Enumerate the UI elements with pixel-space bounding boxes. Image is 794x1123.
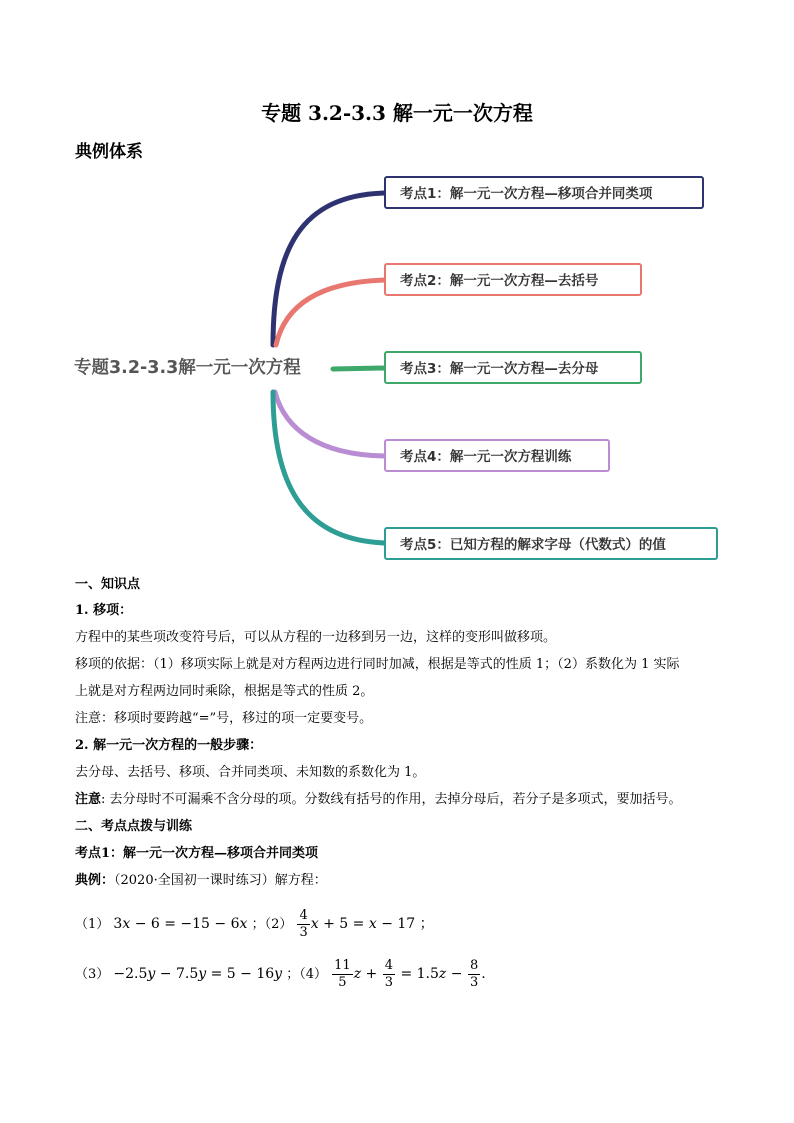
eq1-label: （1）: [75, 917, 110, 932]
example-line: [75, 874, 327, 887]
example-text: （2020·全国初一课时练习）解方程：: [114, 873, 327, 888]
part1-heading: 一、知识点: [75, 577, 141, 592]
connector-2: [276, 280, 385, 345]
equation-1: 3x − 6 = −15 − 6x: [113, 916, 248, 932]
item2-paragraph: 去分母、去括号、移项、合并同类项、未知数的系数化为 1。: [75, 765, 426, 780]
equation-4: $\frac{11}{5}$ z + $\frac{4}{3}$ = 1.5z − $\frac{8}{3}$ .: [334, 957, 486, 990]
part2-heading: 二、考点点拨与训练: [75, 819, 193, 834]
connector-5: [273, 392, 385, 543]
item1-title: 1. 移项：: [75, 603, 133, 618]
mindmap-node-5: 考点5：已知方程的解求字母（代数式）的值: [384, 527, 718, 560]
mindmap-node-4: 考点4：解一元一次方程训练: [384, 439, 610, 472]
equation-3: −2.5y − 7.5y = 5 − 16y: [113, 966, 283, 982]
kaodian1-heading: 考点1：解一元一次方程—移项合并同类项: [75, 846, 319, 861]
connector-4: [275, 392, 385, 456]
section-heading: 典例体系: [75, 142, 143, 162]
item1-paragraph-2b: 上就是对方程两边同时乘除，根据是等式的性质 2。: [75, 684, 374, 699]
eq4-label: ；（4）: [286, 967, 327, 982]
fraction-4-3b: $\frac{4}{3}$: [384, 957, 393, 990]
connector-1: [273, 193, 385, 345]
fraction-8-3: $\frac{8}{3}$: [469, 957, 479, 990]
connector-3: [333, 368, 385, 369]
eq3-label: （3）: [75, 967, 110, 982]
mindmap-node-3: 考点3：解一元一次方程—去分母: [384, 351, 642, 384]
item2-title: 2. 解一元一次方程的一般步骤：: [75, 738, 263, 753]
mindmap-node-1: 考点1：解一元一次方程—移项合并同类项: [384, 176, 704, 209]
eq2-label: ；（2）: [251, 917, 293, 932]
note-text: : 去分母时不可漏乘不含分母的项。分数线有括号的作用，去掉分母后，若分子是多项式，要加括号。: [101, 792, 682, 807]
mindmap-node-2: 考点2：解一元一次方程—去括号: [384, 263, 642, 296]
item1-paragraph-2a: 移项的依据：（1）移项实际上就是对方程两边进行同时加减，根据是等式的性质 1；（2）系数化为 1 实际: [75, 657, 680, 672]
note-label: 注意: [75, 792, 102, 807]
item2-note: [75, 793, 682, 806]
example-label: 典例：: [75, 873, 115, 888]
equation-2: $\frac{4}{3}$ x + 5 = x − 17 ；: [299, 907, 434, 940]
item1-note: 注意：移项时要跨越“=”号，移过的项一定要变号。: [75, 711, 373, 726]
equations-row-2: [75, 954, 486, 994]
equations-row-1: [75, 904, 434, 944]
fraction-11-5: $\frac{11}{5}$: [334, 957, 351, 990]
item1-paragraph-1: 方程中的某些项改变符号后，可以从方程的一边移到另一边，这样的变形叫做移项。: [75, 630, 557, 645]
page-title: 专题 3.2-3.3 解一元一次方程: [261, 101, 533, 125]
fraction-4-3: $\frac{4}{3}$: [299, 907, 308, 940]
mindmap-root: 专题3.2-3.3解一元一次方程: [74, 358, 301, 378]
